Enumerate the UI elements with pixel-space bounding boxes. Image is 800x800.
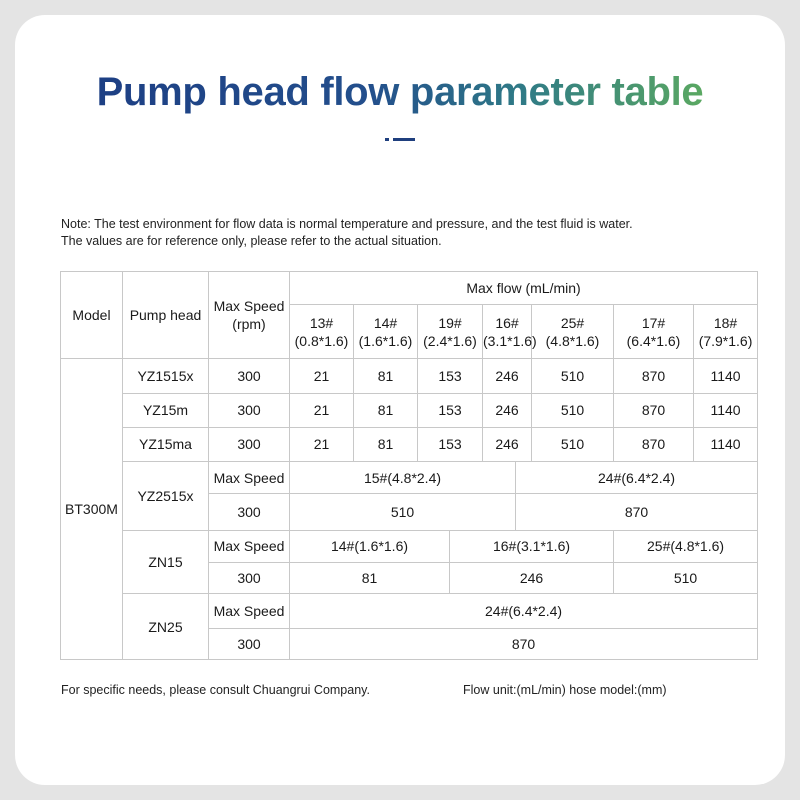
hose-size: (3.1*1.6) xyxy=(483,332,537,349)
flow-cell: 870 xyxy=(290,628,758,659)
hose-size: (7.9*1.6) xyxy=(698,332,753,349)
hose-header xyxy=(354,305,418,359)
hose-number: 16# xyxy=(495,314,519,331)
hose-number: 18# xyxy=(713,314,738,331)
flow-cell: 246 xyxy=(483,358,532,393)
flow-cell: 21 xyxy=(290,394,354,427)
speed-cell: 300 xyxy=(209,427,290,461)
flow-cell: 870 xyxy=(516,494,758,530)
flow-parameter-table xyxy=(60,271,758,660)
flow-cell: 81 xyxy=(354,394,418,427)
flow-cell: 246 xyxy=(483,427,532,461)
hose-header xyxy=(290,305,354,359)
hose-number: 17# xyxy=(641,314,666,331)
pump-head-cell: YZ15ma xyxy=(123,427,209,461)
header-max-speed xyxy=(209,272,290,359)
model-cell: BT300M xyxy=(61,358,123,659)
page-title-text: Pump head flow parameter table xyxy=(96,70,704,114)
hose-number: 14# xyxy=(373,314,398,331)
header-pump-head: Pump head xyxy=(123,272,209,359)
title-divider-bar xyxy=(393,138,415,141)
hose-size: (0.8*1.6) xyxy=(294,332,349,349)
speed-cell: 300 xyxy=(209,562,290,593)
header-max-flow: Max flow (mL/min) xyxy=(290,272,758,305)
flow-cell: 153 xyxy=(418,358,483,393)
hose-spec-cell: 24#(6.4*2.4) xyxy=(290,594,758,628)
title-divider-dot xyxy=(385,138,389,141)
hose-spec-cell: 15#(4.8*2.4) xyxy=(290,461,516,493)
flow-cell: 510 xyxy=(614,562,758,593)
note-line: Note: The test environment for flow data is normal temperature and pressure, and the test fluid is water. xyxy=(61,217,633,231)
speed-label-cell: Max Speed xyxy=(209,461,290,493)
pump-head-cell: YZ2515x xyxy=(123,461,209,530)
speed-cell: 300 xyxy=(209,628,290,659)
hose-header xyxy=(614,305,694,359)
hose-size: (4.8*1.6) xyxy=(545,332,600,349)
header-max-speed-unit: (rpm) xyxy=(232,315,266,332)
speed-label-cell: Max Speed xyxy=(209,530,290,562)
pump-head-cell: YZ15m xyxy=(123,394,209,427)
flow-cell: 246 xyxy=(450,562,614,593)
flow-cell: 510 xyxy=(532,394,614,427)
hose-header xyxy=(483,305,537,359)
hose-spec-cell: 14#(1.6*1.6) xyxy=(290,530,450,562)
footer-consult-note: For specific needs, please consult Chuangrui Company. xyxy=(61,683,370,697)
hose-number: 25# xyxy=(560,314,585,331)
table-row xyxy=(61,394,758,427)
pump-head-cell: YZ1515x xyxy=(123,358,209,393)
flow-cell: 870 xyxy=(614,358,694,393)
flow-cell: 1140 xyxy=(694,394,758,427)
speed-cell: 300 xyxy=(209,394,290,427)
note-line: The values are for reference only, please refer to the actual situation. xyxy=(61,234,442,248)
hose-header xyxy=(418,305,483,359)
flow-cell: 870 xyxy=(614,394,694,427)
speed-cell: 300 xyxy=(209,494,290,530)
flow-cell: 21 xyxy=(290,427,354,461)
header-max-speed-label: Max Speed xyxy=(213,297,285,314)
flow-cell: 1140 xyxy=(694,358,758,393)
flow-cell: 246 xyxy=(483,394,532,427)
hose-header xyxy=(532,305,614,359)
flow-cell: 81 xyxy=(290,562,450,593)
hose-number: 13# xyxy=(309,314,334,331)
speed-label-cell: Max Speed xyxy=(209,594,290,628)
flow-cell: 510 xyxy=(532,427,614,461)
hose-header xyxy=(694,305,758,359)
flow-cell: 81 xyxy=(354,358,418,393)
hose-spec-cell: 25#(4.8*1.6) xyxy=(614,530,758,562)
table-row xyxy=(61,427,758,461)
flow-cell: 510 xyxy=(290,494,516,530)
table-row xyxy=(61,594,758,628)
speed-cell: 300 xyxy=(209,358,290,393)
flow-cell: 81 xyxy=(354,427,418,461)
hose-size: (6.4*1.6) xyxy=(626,332,681,349)
table-row xyxy=(61,461,758,493)
hose-number: 19# xyxy=(438,314,462,331)
pump-head-cell: ZN15 xyxy=(123,530,209,594)
table-row xyxy=(61,530,758,562)
footer-unit-note: Flow unit:(mL/min) hose model:(mm) xyxy=(463,683,667,697)
page-title xyxy=(0,68,800,116)
flow-cell: 153 xyxy=(418,394,483,427)
header-model: Model xyxy=(61,272,123,359)
flow-cell: 870 xyxy=(614,427,694,461)
hose-spec-cell: 24#(6.4*2.4) xyxy=(516,461,758,493)
table-row xyxy=(61,358,758,393)
hose-size: (2.4*1.6) xyxy=(423,332,477,349)
flow-cell: 510 xyxy=(532,358,614,393)
hose-spec-cell: 16#(3.1*1.6) xyxy=(450,530,614,562)
test-environment-note xyxy=(61,216,633,250)
pump-head-cell: ZN25 xyxy=(123,594,209,660)
hose-size: (1.6*1.6) xyxy=(358,332,413,349)
flow-cell: 1140 xyxy=(694,427,758,461)
flow-cell: 153 xyxy=(418,427,483,461)
flow-cell: 21 xyxy=(290,358,354,393)
